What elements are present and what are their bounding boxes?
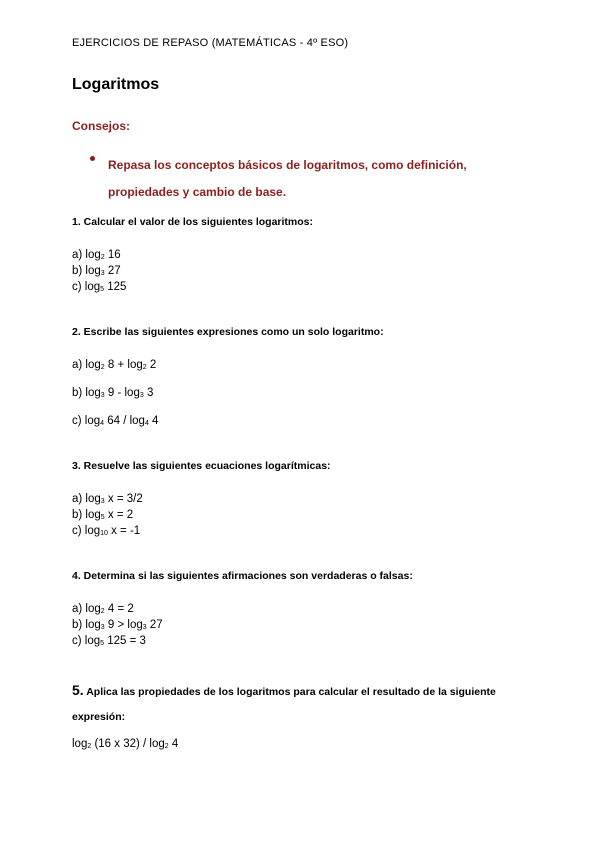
q1-item-c: c) $\log_5 125$ — [72, 281, 127, 293]
q4-item-b: b) $\log_3 9 > \log_3 27$ — [72, 619, 163, 631]
q4-item-a: a) $\log_2 4 = 2$ — [72, 603, 134, 615]
tip-text: Repasa los conceptos básicos de logaritmos, como definición, propiedades y cambio de base. — [108, 158, 467, 199]
consejos-label: Consejos: — [72, 119, 131, 133]
question-4-label: 4. Determina si las siguientes afirmaciones son verdaderas o falsas: — [72, 570, 413, 582]
q5-expression: $\log_2 (16$ x $32) / \log_2 4$ — [72, 738, 179, 750]
q2-item-c: c) $\log_4 64 / \log_4 4$ — [72, 415, 159, 427]
q4-item-c: c) $\log_5 125 = 3$ — [72, 635, 146, 647]
question-3-label: 3. Resuelve las siguientes ecuaciones logarítmicas: — [72, 460, 331, 472]
q1-item-b: b) $\log_3 27$ — [72, 265, 121, 277]
q3-item-b: b) $\log_5 x = 2$ — [72, 509, 134, 521]
question-1-label: 1. Calcular el valor de los siguientes logaritmos: — [72, 216, 313, 228]
document-header: EJERCICIOS DE REPASO (MATEMÁTICAS - 4º ESO) — [72, 37, 349, 49]
q3-item-c: c) $\log_{10} x = -1$ — [72, 525, 141, 537]
question-5-label: 5. Aplica las propiedades de los logaritmos para calcular el resultado de la siguiente expresión: — [72, 682, 496, 723]
bullet-icon — [90, 156, 95, 161]
q2-item-b: b) $\log_3 9 - \log_3 3$ — [72, 387, 154, 399]
q2-item-a: a) $\log_2 8 + \log_2 2$ — [72, 359, 157, 371]
page-title: Logaritmos — [72, 76, 160, 93]
q1-item-a: a) $\log_2 16$ — [72, 249, 121, 261]
question-2-label: 2. Escribe las siguientes expresiones como un solo logaritmo: — [72, 326, 384, 338]
q3-item-a: a) $\log_3 x = 3/2$ — [72, 493, 143, 505]
